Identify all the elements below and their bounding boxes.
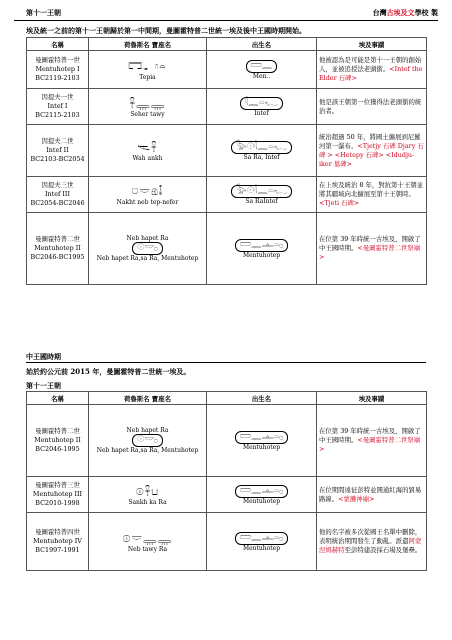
table-row — [27, 125, 427, 177]
deeds-text: 他的名字被多次從國王名單中刪除，表明統治期間發生了動亂。派遣 — [319, 528, 422, 545]
king-name-line: Intef I — [47, 102, 68, 110]
king-name-line: Mentuhotep II — [34, 436, 81, 444]
header-right-prefix: 台灣 — [372, 8, 387, 17]
hieroglyph-icon: 𓈞𓎟𓁶𓄤 — [131, 187, 164, 198]
header-left: 第十一王朝 — [26, 8, 61, 17]
king-name-line: Intef II — [46, 146, 69, 154]
deeds-ref: <Intef the Elder 石碑> — [319, 65, 423, 82]
hieroglyph-icon: 𓉐𓂝𓏏 — [128, 62, 167, 73]
king-name-line: BC2046-1995 — [35, 445, 80, 453]
king-name-line: 曼圖霍特普二世 — [35, 427, 80, 435]
birth-name: Intef — [254, 109, 269, 117]
birth-cell — [207, 51, 317, 89]
king-name-line: 因提夫三世 — [41, 181, 74, 189]
cartouche-icon: 𓇳𓎟𓊪 — [132, 242, 162, 255]
king-name-line: 曼圖霍特普一世 — [35, 56, 80, 64]
horus-name: Neb hapet Ra — [126, 427, 169, 434]
king-name-line: BC2115-2103 — [35, 111, 80, 119]
name-cell — [27, 477, 89, 513]
table-row — [27, 89, 427, 125]
horus-cell — [89, 477, 207, 513]
deeds-cell — [317, 177, 427, 213]
table-row — [27, 405, 427, 477]
cartouche-icon: 𓇳𓎟𓊪 — [132, 434, 162, 447]
table-row — [27, 513, 427, 571]
col-horus: 荷魯斯名 寶座名 — [89, 392, 207, 405]
table-row — [27, 51, 427, 89]
king-name-line: Mentuhotep III — [32, 490, 83, 498]
horus-name: Neb tawy Ra — [127, 546, 168, 553]
birth-name: Mentuhotep — [242, 497, 281, 505]
deeds-ref: <曼圖霍特普二世祭廟> — [319, 436, 421, 453]
deeds-ref: <蒙灘神廟> — [338, 494, 375, 503]
deeds-cell — [317, 51, 427, 89]
deeds-ref: <Tjeti 石碑> — [319, 199, 360, 207]
table-row — [27, 177, 427, 213]
dynasty-title: 第十一王朝 — [26, 381, 61, 390]
horus-name: Wah ankh — [132, 155, 163, 162]
birth-cell — [207, 177, 317, 213]
king-name-line: BC2054-BC2046 — [30, 199, 85, 207]
name-cell — [27, 51, 89, 89]
birth-name: Mentuhotep — [242, 544, 281, 552]
intro-text: 埃及統一之前的第十一王朝歸於第一中間期，曼圖霍特普二世統一埃及後中王國時期開始。 — [26, 26, 306, 35]
hieroglyph-icon: 𓇳𓋹𓂓 — [135, 487, 160, 498]
deeds-cell — [317, 213, 427, 285]
cartouche-icon: 𓏠𓈖𓊵𓏏𓊪 — [235, 431, 288, 444]
section-rule — [26, 362, 426, 363]
name-cell — [27, 213, 89, 285]
table-row — [27, 213, 427, 285]
cartouche-icon: 𓅭𓇳𓇋𓈖𓏏𓆑 — [231, 185, 293, 198]
header-right-suffix: 學校 製 — [414, 8, 438, 17]
king-name-line: Mentuhotep I — [35, 65, 80, 73]
name-cell — [27, 177, 89, 213]
deeds-text: 他是該王朝第一位獲得法老頭銜的統治者。 — [319, 97, 422, 115]
hieroglyph-icon: 𓋹𓇾𓇾 — [129, 99, 166, 110]
horus-name: Tepia — [139, 74, 156, 81]
col-name: 名稱 — [27, 38, 89, 51]
birth-name: Mentuhotep — [242, 251, 281, 259]
hieroglyph-icon: 𓌻𓋹 — [137, 143, 158, 154]
king-name-line: BC1997-1991 — [35, 546, 80, 554]
cartouche-icon: 𓇋𓈖𓏏𓆑 — [240, 97, 283, 110]
col-deeds: 埃及事蹟 — [317, 392, 427, 405]
king-name-line: BC2046-BC1995 — [30, 253, 85, 261]
horus-name-full: Neb hapet Ra,sa Ra, Mentuhotep — [96, 447, 199, 454]
birth-cell — [207, 405, 317, 477]
name-cell — [27, 513, 89, 571]
king-name-line: 曼圖霍特普四世 — [35, 528, 80, 536]
cartouche-icon: 𓏠𓈖𓊵𓏏𓊪 — [235, 485, 288, 498]
deeds-text: 在位第 39 年時統一古埃及，開啟了中王國時期。 — [319, 427, 421, 444]
header-right-red: 古埃及文 — [386, 8, 415, 17]
deeds-cell — [317, 89, 427, 125]
birth-name: Men.. — [252, 72, 271, 80]
deeds-cell — [317, 125, 427, 177]
deeds-cell — [317, 513, 427, 571]
horus-name-full: Neb hapet Ra,sa Ra, Mentuhotep — [96, 255, 199, 262]
page-header — [12, 8, 440, 20]
deeds-cell — [317, 405, 427, 477]
col-horus: 荷魯斯名 寶座名 — [89, 38, 207, 51]
horus-cell — [89, 213, 207, 285]
header-rule — [14, 20, 438, 21]
horus-name: Seher tawy — [130, 111, 165, 118]
king-name-line: Intef III — [45, 190, 70, 198]
cartouche-icon: 𓏠𓈖𓊵𓏏𓊪 — [235, 532, 288, 545]
king-name-line: 曼圖霍特普二世 — [35, 235, 80, 243]
col-deeds: 埃及事蹟 — [317, 38, 427, 51]
intro2-text: 始於約公元前 2015 年，曼圖霍特普二世統一埃及。 — [26, 367, 191, 376]
header-right — [373, 8, 438, 18]
horus-cell — [89, 125, 207, 177]
deeds-text: 在上埃及統治 8 年，對抗第十王朝並將其疆域向北擴展至第十王朝時。 — [319, 181, 423, 198]
horus-cell — [89, 89, 207, 125]
col-name: 名稱 — [27, 392, 89, 405]
birth-cell — [207, 125, 317, 177]
king-name-line: Mentuhotep IV — [33, 537, 82, 545]
deeds-cell — [317, 477, 427, 513]
table-row — [27, 477, 427, 513]
deeds-ref: <Tjetjy 石碑 Djary 石碑 > <Hetepy 石碑> <Idudju-iker 墓碑> — [319, 141, 424, 168]
horus-cell — [89, 177, 207, 213]
horus-name: Nakht neb tep-nefer — [116, 199, 179, 206]
cartouche-icon: 𓅭𓇳𓇋𓈖𓏏𓆑 — [231, 141, 293, 154]
name-cell — [27, 125, 89, 177]
horus-name: Neb hapet Ra — [126, 235, 169, 242]
king-name-line: BC2010-1998 — [35, 499, 80, 507]
birth-cell — [207, 213, 317, 285]
king-name-line: 曼圖霍特普三世 — [35, 481, 80, 489]
horus-cell — [89, 513, 207, 571]
horus-cell — [89, 51, 207, 89]
col-birth: 出生名 — [207, 392, 317, 405]
king-name-line: 因提夫一世 — [41, 93, 74, 101]
deeds-ref: <曼圖霍特普二世祭廟> — [319, 244, 421, 261]
deeds-ref: 阿蒙涅姆赫特 — [319, 537, 422, 554]
deeds-text: 在位期間遠征彭特並開通紅海的貿易路線。 — [319, 485, 422, 503]
col-birth: 出生名 — [207, 38, 317, 51]
hieroglyph-icon: 𓇳𓎟𓇾𓇾 — [122, 534, 173, 545]
dynasty-table-1 — [26, 37, 427, 285]
birth-name: Sa Ra, Intef — [243, 153, 280, 161]
horus-name: Sankh ka Ra — [128, 499, 167, 506]
cartouche-icon: 𓏠𓈖𓊵𓏏𓊪 — [235, 239, 288, 252]
horus-cell — [89, 405, 207, 477]
birth-cell — [207, 513, 317, 571]
king-name-line: BC2103-BC2054 — [30, 155, 85, 163]
dynasty-table-2 — [26, 391, 427, 571]
king-name-line: 因提夫二世 — [41, 137, 74, 145]
birth-cell — [207, 477, 317, 513]
birth-name: Sa RaIntef — [245, 197, 278, 205]
deeds-text: 統治超過 50 年，將國土擴展到尼羅河第一瀑布。 — [319, 132, 421, 150]
deeds-text: 在位第 39 年時統一古埃及，開啟了中王國時期。 — [319, 235, 421, 252]
name-cell — [27, 405, 89, 477]
deeds-tail: 至彭特建設採石場及堡壘。 — [344, 546, 422, 554]
deeds-text: 他被認為是可能是第十一王朝的創始人，並被追授法老頭銜。 — [319, 56, 422, 73]
birth-cell — [207, 89, 317, 125]
name-cell — [27, 89, 89, 125]
king-name-line: Mentuhotep II — [34, 244, 81, 252]
section-title: 中王國時期 — [26, 352, 61, 361]
king-name-line: BC2119-2103 — [35, 74, 80, 82]
birth-name: Mentuhotep — [242, 443, 281, 451]
cartouche-icon: 𓏠𓈖 — [246, 60, 278, 73]
